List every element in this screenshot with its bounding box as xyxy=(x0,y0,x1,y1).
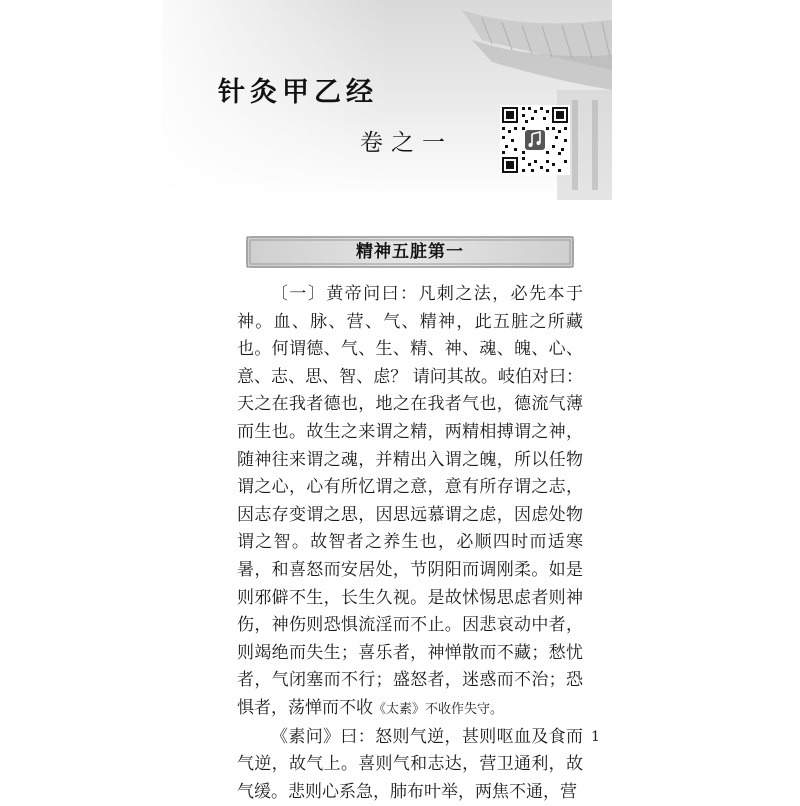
paragraph-text: 〔一〕黄帝问曰：凡刺之法，必先本于神。血、脉、营、气、精神，此五脏之所藏也。何谓德、气、生、精、神、魂、魄、心、意、志、思、智、虑？ 请问其故。岐伯对曰：天之在我者德也，地之在我者气也，德流气薄而生也。故生之来谓之精，两精相搏谓之神，随神往来谓之魂，并精出入谓之魄，所以任物谓之心，心有所忆谓之意，意有所存谓之志，因志存变谓之思，因思远慕谓之虑，因虑处物谓之智。故智者之养生也，必顺四时而适寒暑，和喜怒而安居处，节阴阳而调刚柔。如是则邪僻不生，长生久视。是故怵惕思虑者则神伤，神伤则恐惧流淫而不止。因悲哀动中者，则竭绝而失生；喜乐者，神惮散而不藏；愁忧者，气闭塞而不行；盛怒者，迷惑而不治；恐惧者，荡惮而不收 xyxy=(237,284,583,718)
paragraph xyxy=(237,281,583,724)
qr-code[interactable] xyxy=(500,105,570,175)
annotation-note: 《太素》不收作失守。 xyxy=(373,702,503,717)
body-text xyxy=(237,281,583,806)
volume-title: 卷之一 xyxy=(360,124,453,157)
book-title: 针灸甲乙经 xyxy=(218,70,378,109)
paragraph-text: 《素问》曰：怒则气逆，甚则呕血及食而气逆，故气上。喜则气和志达，营卫通利，故气缓。悲则心系急，肺布叶举，两焦不通，营 xyxy=(237,727,583,802)
section-title: 精神五脏第一 xyxy=(246,236,574,268)
page-number: 1 xyxy=(591,729,600,745)
paragraph xyxy=(237,724,583,806)
